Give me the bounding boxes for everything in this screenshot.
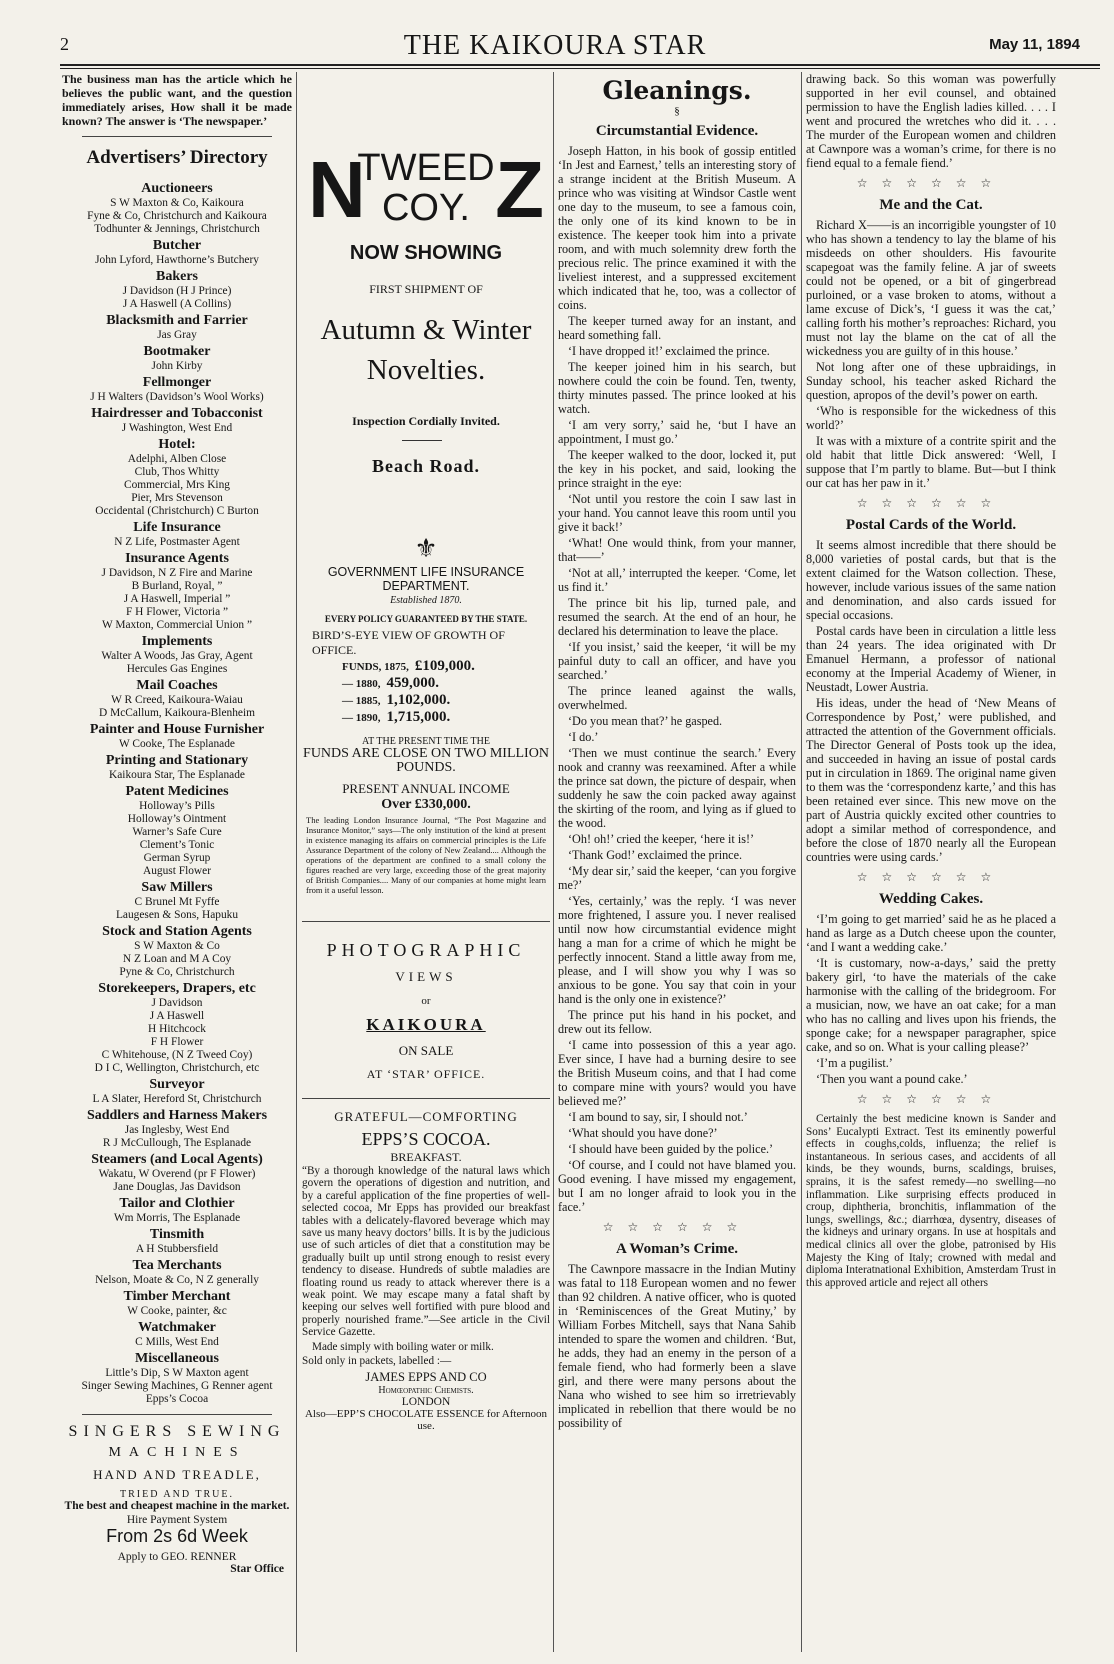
- directory-entry: John Kirby: [151, 360, 203, 372]
- directory-category: Tea Merchants: [132, 1258, 222, 1273]
- funds-value: £109,000.: [414, 658, 475, 674]
- column-3: [558, 72, 796, 1652]
- section-stars: ☆☆☆☆☆☆: [602, 1220, 752, 1234]
- directory-entry: F H Flower, Victoria ”: [125, 606, 229, 618]
- directory-entry: Singer Sewing Machines, G Renner agent: [81, 1380, 273, 1392]
- directory-entry: Warner’s Safe Cure: [132, 826, 222, 838]
- directory-entry: J A Haswell, Imperial ”: [123, 593, 231, 605]
- article-paragraph: The keeper walked to the door, locked it, put the key in his pocket, and said, looking the prince straight in the eye:: [558, 448, 796, 490]
- directory-category: Butcher: [152, 238, 202, 253]
- article-paragraph: ‘I came into possession of this a year ago. Ever since, I have had a burning desire to see the British Museum coins, and that I had come to compare mine with yours? would you have believed me?’: [558, 1038, 796, 1108]
- singer-ad-line: HAND AND TREADLE,: [93, 1467, 261, 1482]
- column-2: [302, 72, 550, 1652]
- article-paragraph: His ideas, under the head of ‘New Means of Correspondence by Post,’ were published, and attracted the attention of the Government officials. The Director General of Posts took up the idea, and succeeded in having an issue of postal cards put in circulation in 1869. The original name given to them was the ‘correspondenz karte,’ and this has been retained ever since. This new move on the part of Austria quickly excited other countries to adopt a similar method of correspondence, and before the close of 1870 nearly all the European countries were using cards.’: [806, 696, 1056, 864]
- directory-category: Auctioneers: [141, 181, 213, 196]
- newspaper-title: THE KAIKOURA STAR: [403, 30, 707, 61]
- directory-category: Hotel:: [158, 437, 196, 452]
- article-paragraph: ‘Yes, certainly,’ was the reply. ‘I was never more frightened, I assure you. I never realised until now how circumstantial evidence might hang a man for a crime of which he might be perfectly innocent. Stand a little away from me, please, and I will show you why I was so anxious to be gone. You say that coin in your hand is the only one in existence?’: [558, 894, 796, 1006]
- directory-entry: C Whitehouse, (N Z Tweed Coy): [101, 1049, 253, 1061]
- funds-row: [342, 692, 550, 709]
- tweed-z-letter: Z: [495, 145, 544, 234]
- directory-category: Timber Merchant: [123, 1289, 231, 1304]
- column-divider: [801, 72, 802, 1652]
- directory-entry: R J McCullough, The Esplanade: [102, 1137, 252, 1149]
- divider: [302, 1098, 550, 1099]
- article-heading: Circumstantial Evidence.: [595, 123, 759, 139]
- directory-entry: Clement’s Tonic: [139, 839, 215, 851]
- article-circumstantial-evidence: [558, 144, 796, 1214]
- masthead: [30, 28, 1080, 62]
- photo-line: PHOTOGRAPHIC: [326, 940, 526, 960]
- govt-over: Over £330,000.: [381, 797, 471, 812]
- article-paragraph: ‘Not until you restore the coin I saw last in your hand. You cannot leave this room until you give it back!’: [558, 492, 796, 534]
- directory-heading: Advertisers’ Directory: [86, 147, 268, 168]
- directory-entry: Commercial, Mrs King: [124, 479, 230, 491]
- govt-title: GOVERNMENT LIFE INSURANCE DEPARTMENT.: [327, 565, 525, 593]
- masthead-rule-thin: [60, 68, 1100, 69]
- directory-entry: Laugesen & Sons, Hapuku: [115, 909, 239, 921]
- directory-entry: Adelphi, Alben Close: [127, 453, 227, 465]
- directory-entry: J Washington, West End: [121, 422, 233, 434]
- govt-present: AT THE PRESENT TIME THE: [362, 736, 490, 747]
- article-paragraph: ‘I’m a pugilist.’: [816, 1056, 893, 1070]
- directory-category: Steamers (and Local Agents): [91, 1152, 263, 1167]
- epps-line: GRATEFUL—COMFORTING: [334, 1109, 518, 1124]
- article-paragraph: Richard X——is an incorrigible youngster of 10 who has shown a tendency to lay the blame of his misdeeds on other shoulders. His favourite scapegoat was the family feline. A jar of sweets could not be opened, or a bit of gingerbread purloined, or a vase broken to atoms, without a lame excuse of Dick’s, ‘I guess it was the cat,’ calling forth his mother’s reproaches: Richard, you must not lay the blame on the cat of all the wickedness you are guilty of in this house.’: [806, 218, 1056, 358]
- directory-category: Blacksmith and Farrier: [106, 313, 248, 328]
- article-paragraph: ‘Not at all,’ interrupted the keeper. ‘Come, let us find it.’: [558, 566, 796, 594]
- funds-value: 459,000.: [386, 675, 439, 691]
- directory-entry: Walter A Woods, Jas Gray, Agent: [101, 650, 253, 662]
- article-paragraph: ‘Then we must continue the search.’ Every nook and cranny was reexamined. After a while the prince sat down, the picture of despair, when suddenly he saw the coin packed away against the skirting of the room, and lying as if glued to the wood.: [558, 746, 796, 830]
- epps-body: “By a thorough knowledge of the natural laws which govern the operations of digestion and nutrition, and by a careful application of the fine properties of well-selected cocoa, Mr Epps has provided our breakfast tables with a delicately-flavored beverage which may save us many heavy doctors’ bills. It is by the judicious use of such articles of diet that a constitution may be gradually built up until strong enough to resist every tendency to disease. Hundreds of subtle maladies are floating round us ready to attack wherever there is a weak point. We may escape many a fatal shaft by keeping our selves well fortified with pure blood and properly nourished frame.”—See article in the Civil Service Gazette.: [302, 1165, 550, 1339]
- first-shipment: FIRST SHIPMENT OF: [369, 282, 483, 296]
- article-paragraph: ‘I am bound to say, sir, I should not.’: [568, 1110, 748, 1124]
- funds-row: [342, 709, 550, 726]
- directory-entry: F H Flower: [150, 1036, 204, 1048]
- directory-entry: S W Maxton & Co, Kaikoura: [110, 197, 244, 209]
- directory-entry: W Cooke, The Esplanade: [119, 738, 235, 750]
- epps-line: EPPS’S COCOA.: [361, 1129, 491, 1149]
- directory-category: Saw Millers: [141, 880, 213, 895]
- article-paragraph: ‘I’m going to get married’ said he as he placed a hand as large as a Dutch cheese upon the counter, ‘and I want a wedding cake.’: [806, 912, 1056, 954]
- article-paragraph: It seems almost incredible that there should be 8,000 varieties of postal cards, but that is the extent claimed for the Watson collection. These, however, include various issues of the same nation and denomination, and also cards issued for special occasions.: [806, 538, 1056, 622]
- directory-entry: J Davidson, N Z Fire and Marine: [101, 567, 253, 579]
- directory-category: Bootmaker: [143, 344, 211, 359]
- funds-year: — 1890,: [342, 712, 381, 724]
- tweed-name: TWEED: [357, 147, 495, 189]
- column-divider: [553, 72, 554, 1652]
- singer-ad-line: From 2s 6d Week: [106, 1526, 248, 1546]
- autumn-winter: Autumn & Winter: [320, 314, 532, 346]
- article-paragraph: ‘Thank God!’ exclaimed the prince.: [568, 848, 743, 862]
- article-heading: Me and the Cat.: [879, 197, 983, 213]
- column-divider: [296, 72, 297, 1652]
- directory-entry: C Mills, West End: [135, 1336, 219, 1348]
- directory-entry: W Cooke, painter, &c: [127, 1305, 227, 1317]
- photo-line: VIEWS: [395, 969, 457, 984]
- directory-category: Life Insurance: [133, 520, 221, 535]
- article-wedding-cakes: [806, 912, 1056, 1086]
- beach-road: Beach Road.: [371, 456, 480, 476]
- govt-established: Established 1870.: [390, 595, 462, 606]
- article-paragraph: The keeper joined him in his search, but nowhere could the coin be found. Ten, twenty, thirty minutes passed. The prince looked at his watch.: [558, 360, 796, 416]
- directory-entry: Pyne & Co, Christchurch: [119, 966, 235, 978]
- section-stars: ☆☆☆☆☆☆: [856, 870, 1006, 884]
- directory-entry: H Hitchcock: [148, 1023, 206, 1035]
- directory-entry: Nelson, Moate & Co, N Z generally: [95, 1274, 259, 1286]
- directory-category: Printing and Stationary: [105, 753, 249, 768]
- directory-entry: L A Slater, Hereford St, Christchurch: [92, 1093, 262, 1105]
- directory-entry: Wakatu, W Overend (pr F Flower): [98, 1168, 256, 1180]
- directory-category: Tinsmith: [149, 1227, 205, 1242]
- directory-entry: D McCallum, Kaikoura-Blenheim: [99, 707, 255, 719]
- epps-cocoa-ad: [302, 1109, 550, 1432]
- article-paragraph: The prince bit his lip, turned pale, and resumed the search. At the end of an hour, he declared his determination to leave the place.: [558, 596, 796, 638]
- novelties: Novelties.: [366, 354, 486, 386]
- section-stars: ☆☆☆☆☆☆: [856, 496, 1006, 510]
- tweed-coy-ad: [302, 130, 550, 460]
- directory-category: Miscellaneous: [135, 1351, 219, 1366]
- directory-entry: Holloway’s Ointment: [127, 813, 227, 825]
- directory-entry: W R Creed, Kaikoura-Waiau: [111, 694, 243, 706]
- directory-entry: W Maxton, Commercial Union ”: [101, 619, 253, 631]
- article-paragraph: ‘If you insist,’ said the keeper, ‘it will be my painful duty to call an officer, and have you searched.’: [558, 640, 796, 682]
- article-heading: Wedding Cakes.: [878, 891, 984, 907]
- epps-hom: Homœopathic Chemists.: [378, 1384, 474, 1396]
- article-paragraph: Postal cards have been in circulation a little less than 24 years. The idea originated with Dr Emanuel Hermann, a professor of national economy at the Imperial Academy of Wiener, in Neustadt, Lower Austria.: [806, 624, 1056, 694]
- photo-line: ON SALE: [398, 1043, 454, 1058]
- directory-category: Implements: [141, 634, 213, 649]
- directory-category: Stock and Station Agents: [102, 924, 252, 939]
- directory-category: Hairdresser and Tobacconist: [91, 406, 263, 421]
- singer-ad-line: MACHINES: [108, 1445, 246, 1460]
- directory-entry: J A Haswell: [149, 1010, 205, 1022]
- article-paragraph: ‘Oh! oh!’ cried the keeper, ‘here it is!’: [568, 832, 755, 846]
- page-number: 2: [60, 34, 69, 54]
- singer-ad-line: SINGERS SEWING: [68, 1423, 286, 1440]
- divider: [82, 1414, 272, 1415]
- directory-category: Surveyor: [149, 1077, 205, 1092]
- funds-year: — 1885,: [342, 695, 381, 707]
- funds-value: 1,102,000.: [386, 692, 451, 708]
- government-insurance-ad: [302, 534, 550, 895]
- directory-category: Patent Medicines: [125, 784, 229, 799]
- directory-entry: August Flower: [142, 865, 212, 877]
- directory-entry: C Brunel Mt Fyffe: [134, 896, 220, 908]
- article-paragraph: The keeper turned away for an instant, and heard something fall.: [558, 314, 796, 342]
- directory-entry: Club, Thos Whitty: [134, 466, 220, 478]
- directory-entry: John Lyford, Hawthorne’s Butchery: [95, 254, 259, 266]
- coat-of-arms-icon: ⚜: [414, 534, 438, 563]
- divider: [82, 136, 272, 137]
- article-postal-cards: [806, 538, 1056, 864]
- article-paragraph: ‘I should have been guided by the police.’: [568, 1142, 774, 1156]
- directory-category: Painter and House Furnisher: [89, 722, 265, 737]
- directory-entry: Todhunter & Jennings, Christchurch: [94, 223, 260, 235]
- section-stars: ☆☆☆☆☆☆: [856, 1092, 1006, 1106]
- photo-line: KAIKOURA: [366, 1015, 486, 1034]
- funds-year: — 1880,: [342, 678, 381, 690]
- directory-entry: J A Haswell (A Collins): [122, 298, 232, 310]
- article-paragraph: ‘I do.’: [568, 730, 599, 744]
- directory-entry: J Davidson: [151, 997, 203, 1009]
- directory-entry: J H Walters (Davidson’s Wool Works): [90, 391, 264, 403]
- inspection-invited: Inspection Cordially Invited.: [352, 414, 500, 428]
- directory-entry: Epps’s Cocoa: [145, 1393, 209, 1405]
- govt-birds-eye: BIRD’S-EYE VIEW OF GROWTH OF OFFICE.: [312, 628, 505, 657]
- article-paragraph: ‘Do you mean that?’ he gasped.: [568, 714, 723, 728]
- photographic-views-ad: [302, 940, 550, 1082]
- photo-line: or: [421, 995, 431, 1007]
- directory-category: Mail Coaches: [136, 678, 218, 693]
- directory-entry: German Syrup: [143, 852, 211, 864]
- intro-paragraph: The business man has the article which he believes the public want, and the question immediately arises, How shall it be made known? The answer is ‘The newspaper.’: [62, 72, 292, 128]
- section-mark: §: [674, 105, 680, 117]
- directory-entry: Pier, Mrs Stevenson: [131, 492, 223, 504]
- advertisers-directory: [62, 181, 292, 1406]
- directory-entry: B Burland, Royal, ”: [131, 580, 223, 592]
- directory-entry: Holloway’s Pills: [139, 800, 215, 812]
- directory-entry: S W Maxton & Co: [134, 940, 220, 952]
- epps-sold: Sold only in packets, labelled :—: [302, 1355, 452, 1368]
- directory-category: Storekeepers, Drapers, etc: [98, 981, 256, 996]
- directory-entry: N Z Loan and M A Coy: [122, 953, 232, 965]
- epps-made: Made simply with boiling water or milk.: [312, 1340, 494, 1353]
- epps-co: JAMES EPPS AND CO: [365, 1369, 487, 1384]
- issue-date: May 11, 1894: [989, 36, 1080, 53]
- govt-close: FUNDS ARE CLOSE ON TWO MILLION POUNDS.: [303, 746, 549, 775]
- article-paragraph: ‘I have dropped it!’ exclaimed the prince.: [568, 344, 770, 358]
- gleanings-heading: Gleanings.: [602, 76, 752, 105]
- article-paragraph: ‘What! One would think, from your manner, that——’: [558, 536, 796, 564]
- article-paragraph: Not long after one of these upbraidings, in Sunday school, his teacher asked Richard the question, apropos of the devil’s power on earth.: [806, 360, 1056, 402]
- directory-entry: Hercules Gas Engines: [126, 663, 228, 675]
- directory-entry: Jane Douglas, Jas Davidson: [113, 1181, 241, 1193]
- article-paragraph: ‘Then you want a pound cake.’: [816, 1072, 968, 1086]
- directory-entry: N Z Life, Postmaster Agent: [114, 536, 240, 548]
- govt-blurb: The leading London Insurance Journal, “The Post Magazine and Insurance Monitor,” says—The only institution of the kind at present in existence managing its affairs on commercial principles is the Life Assurance Department of the colony of New Zealand.... Although the operations of the department are confined to a small colony the figures reached are very large, exceeding those of the great majority of British Companies.... Many of our companies at home might learn from it a useful lesson.: [306, 815, 546, 895]
- singer-ad-line: TRIED AND TRUE.: [120, 1489, 234, 1500]
- directory-category: Fellmonger: [142, 375, 212, 390]
- article-paragraph: The prince leaned against the walls, overwhelmed.: [558, 684, 796, 712]
- section-stars: ☆☆☆☆☆☆: [856, 176, 1006, 190]
- article-paragraph: drawing back. So this woman was powerfully supported in her evil counsel, and obtained permission to have the English ladies killed. . . . I went and procured the wretches who did it. . . . The murder of the European women and children at Cawnpore was a woman’s crime, for there is no fiend equal to a female fiend.’: [806, 72, 1056, 170]
- epps-also: Also—EPP’S CHOCOLATE ESSENCE for Afternoon use.: [304, 1407, 547, 1432]
- govt-guarantee: EVERY POLICY GUARANTEED BY THE STATE.: [324, 614, 528, 624]
- tweed-coy: COY.: [381, 187, 470, 229]
- article-paragraph: It was with a mixture of a contrite spirit and the old habit that little Dick answered: ‘Well, I suppose that I’m partly to blame. But—but I think our cat has her paw in it.’: [806, 434, 1056, 490]
- article-me-and-the-cat: [806, 218, 1056, 490]
- directory-entry: Wm Morris, The Esplanade: [113, 1212, 241, 1224]
- article-paragraph: ‘I am very sorry,’ said he, ‘but I have an appointment, I must go.’: [558, 418, 796, 446]
- funds-value: 1,715,000.: [386, 709, 451, 725]
- article-paragraph: Joseph Hatton, in his book of gossip entitled ‘In Jest and Earnest,’ tells an interesting story of a strange incident at the British Museum. A prince who was visiting at Windsor Castle went one day to the museum, to see a famous coin, the only one of its kind known to be in existence. The keeper took him into a private room, and with much solemnity drew forth the precious relic. The prince examined it with the liveliest interest, and a suppressed excitement which indicated that he, too, was a collector of coins.: [558, 144, 796, 312]
- directory-entry: J Davidson (H J Prince): [122, 285, 232, 297]
- article-heading: A Woman’s Crime.: [615, 1241, 739, 1257]
- column-1: [62, 72, 292, 1652]
- directory-category: Saddlers and Harness Makers: [86, 1108, 268, 1123]
- now-showing: NOW SHOWING: [349, 242, 503, 264]
- epps-london: LONDON: [401, 1395, 451, 1408]
- divider: [302, 921, 550, 922]
- article-paragraph: ‘My dear sir,’ said the keeper, ‘can you forgive me?’: [558, 864, 796, 892]
- tweed-n-letter: N: [308, 145, 366, 234]
- funds-table: [342, 658, 550, 726]
- directory-category: Insurance Agents: [125, 551, 229, 566]
- funds-row: [342, 658, 550, 675]
- epps-line: BREAKFAST.: [390, 1150, 462, 1164]
- article-paragraph: ‘Of course, and I could not have blamed you. Good evening. I have missed my engagement, but I am no longer afraid to look you in the face.’: [558, 1158, 796, 1214]
- directory-entry: A H Stubbersfield: [135, 1243, 219, 1255]
- masthead-rule: [60, 64, 1100, 66]
- article-paragraph: ‘Who is responsible for the wickedness of this world?’: [806, 404, 1056, 432]
- directory-entry: Jas Gray: [157, 329, 197, 341]
- singer-ad-line: Apply to GEO. RENNER: [117, 1551, 237, 1563]
- singer-ad: [62, 1423, 292, 1575]
- directory-entry: D I C, Wellington, Christchurch, etc: [94, 1062, 260, 1074]
- article-paragraph: ‘It is customary, now-a-days,’ said the pretty bakery girl, ‘to have the materials of the cake harmonise with the calling of the bridegroom. For a musician, now, we have an oat cake; for a man who has no calling and lives upon his friends, the sponge cake; for a newspaper paragrapher, spice cake, and so on. What is your calling please?’: [806, 956, 1056, 1054]
- article-paragraph: The Cawnpore massacre in the Indian Mutiny was fatal to 118 European women and no fewer than 92 children. A native officer, who is quoted in ‘Reminiscences of the Great Mutiny,’ by William Forbes Mitchell, says that Nana Sahib intended to spare the women and children. ‘But, he adds, they had an enemy in the person of a female fiend, who had formerly been a slave girl, and there were many persons about the Nana who wished to see him so irretrievably implicated in rebellion that there would be no possibility of: [558, 1262, 796, 1430]
- singer-ad-line: The best and cheapest machine in the market.: [64, 1500, 290, 1512]
- directory-entry: Little’s Dip, S W Maxton agent: [105, 1367, 249, 1379]
- article-heading: Postal Cards of the World.: [845, 517, 1017, 533]
- funds-year: FUNDS, 1875,: [342, 661, 409, 673]
- singer-ad-line: Hire Payment System: [126, 1514, 228, 1526]
- article-paragraph: The prince put his hand in his pocket, and drew out its fellow.: [558, 1008, 796, 1036]
- directory-category: Watchmaker: [138, 1320, 216, 1335]
- eucalypti-ad: Certainly the best medicine known is Sander and Sons’ Eucalypti Extract. Test its eminently powerful effects in coughs,colds, influenza; the relief is instantaneous. In serious cases, and accidents of all kinds, be they wounds, burns, scaldings, bruises, sprains, it is the safest remedy—no swelling—no inflammation. Like surprising effects produced in croup, diphtheria, bronchitis, inflammation of the lungs, swellings, &c.; diarrhœa, dysentry, diseases of the kidneys and urinary organs. In use at hospitals and medical clinics all over the globe, patronised by His Majesty the King of Italy; crowned with medal and diploma Interatnational Exhibition, Amsterdam Trust in this approved article and reject all others: [806, 1113, 1056, 1289]
- govt-income: PRESENT ANNUAL INCOME: [342, 781, 510, 796]
- directory-entry: Kaikoura Star, The Esplanade: [109, 769, 245, 781]
- funds-row: [342, 675, 550, 692]
- column-4: [806, 72, 1056, 1652]
- photo-line: AT ‘STAR’ OFFICE.: [366, 1067, 486, 1081]
- singer-ad-line: Star Office: [230, 1563, 284, 1575]
- directory-category: Tailor and Clothier: [119, 1196, 235, 1211]
- article-paragraph: ‘What should you have done?’: [568, 1126, 718, 1140]
- directory-entry: Fyne & Co, Christchurch and Kaikoura: [87, 210, 267, 222]
- directory-category: Bakers: [156, 269, 198, 284]
- directory-entry: Jas Inglesby, West End: [124, 1124, 230, 1136]
- directory-entry: Occidental (Christchurch) C Burton: [95, 505, 259, 517]
- divider: [402, 440, 442, 441]
